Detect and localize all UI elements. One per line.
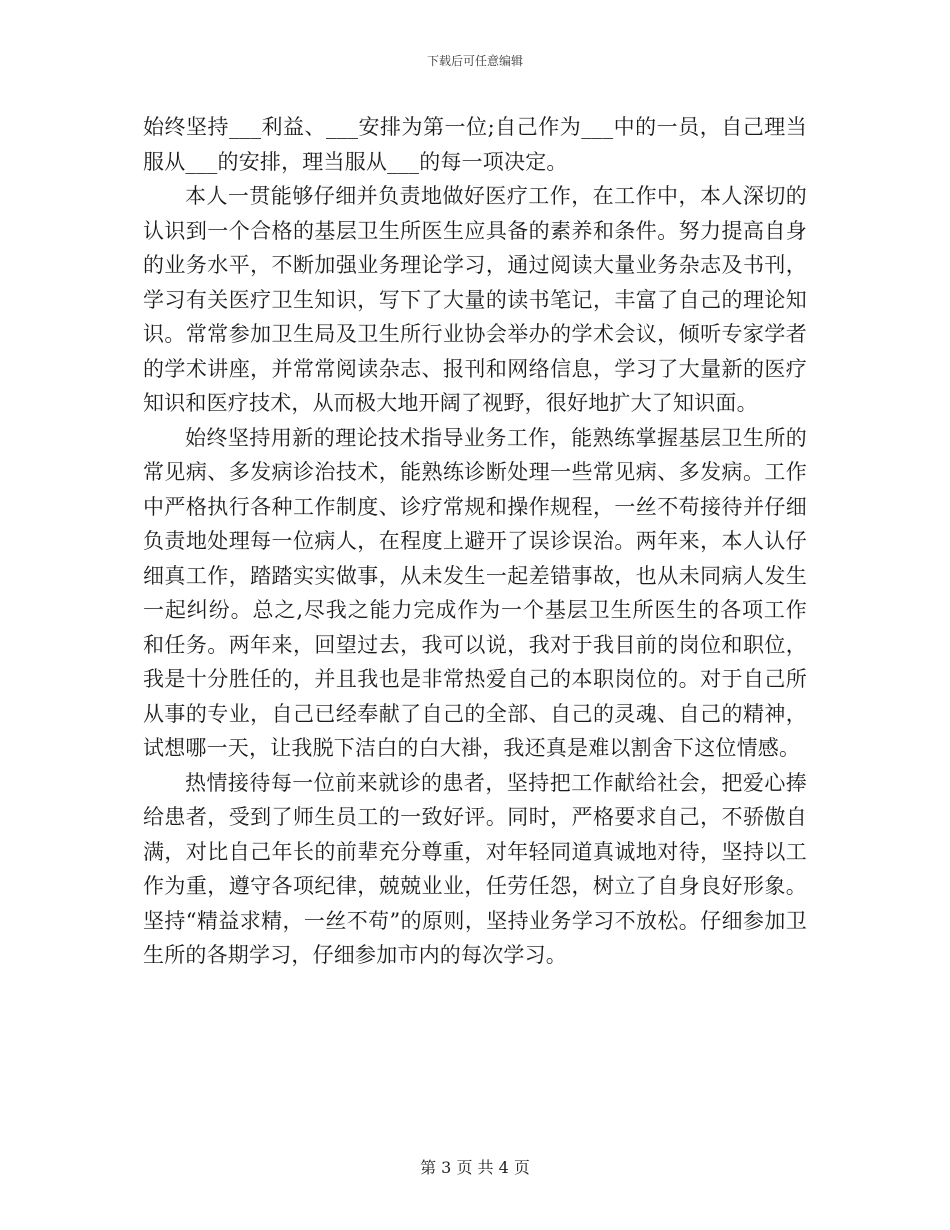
paragraph-medical-work: 本人一贯能够仔细并负责地做好医疗工作，在工作中，本人深切的认识到一个合格的基层卫生所医生应具备的素养和条件。努力提高自身的业务水平，不断加强业务理论学习，通过阅读大量业务杂志及书刊，学习有关医疗卫生知识，写下了大量的读书笔记，丰富了自己的理论知识。常常参加卫生局及卫生所行业协会举办的学术会议，倾听专家学者的学术讲座，并常常阅读杂志、报刊和网络信息，学习了大量新的医疗知识和医疗技术，从而极大地开阔了视野，很好地扩大了知识面。	[143, 184, 807, 415]
document-body	[143, 110, 807, 973]
paragraph-clinical-practice: 始终坚持用新的理论技术指导业务工作，能熟练掌握基层卫生所的常见病、多发病诊治技术，能熟练诊断处理一些常见病、多发病。工作中严格执行各种工作制度、诊疗常规和操作规程，一丝不苟接待并仔细负责地处理每一位病人，在程度上避开了误诊误治。两年来，本人认仔细真工作，踏踏实实做事，从未发生一起差错事故，也从未同病人发生一起纠纷。总之,尽我之能力完成作为一个基层卫生所医生的各项工作和任务。两年来，回望过去，我可以说，我对于我目前的岗位和职位，我是十分胜任的，并且我也是非常热爱自己的本职岗位的。对于自己所从事的专业，自己已经奉献了自己的全部、自己的灵魂、自己的精神，试想哪一天，让我脱下洁白的白大褂，我还真是难以割舍下这位情感。	[143, 425, 807, 760]
paragraph-patient-care: 热情接待每一位前来就诊的患者，坚持把工作献给社会，把爱心捧给患者，受到了师生员工的一致好评。同时，严格要求自己，不骄傲自满，对比自己年长的前辈充分尊重，对年轻同道真诚地对待，坚持以工作为重，遵守各项纪律，兢兢业业，任劳任怨，树立了自身良好形象。坚持“精益求精，一丝不苟”的原则，坚持业务学习不放松。仔细参加卫生所的各期学习，仔细参加市内的每次学习。	[143, 770, 807, 967]
page-header: 下载后可任意编辑	[426, 54, 523, 68]
page-number: 第 3 页 共 4 页	[420, 1158, 530, 1177]
paragraph-continuation: 始终坚持___利益、___安排为第一位;自己作为___中的一员，自己理当服从___的安排，理当服从___的每一项决定。	[143, 115, 807, 174]
